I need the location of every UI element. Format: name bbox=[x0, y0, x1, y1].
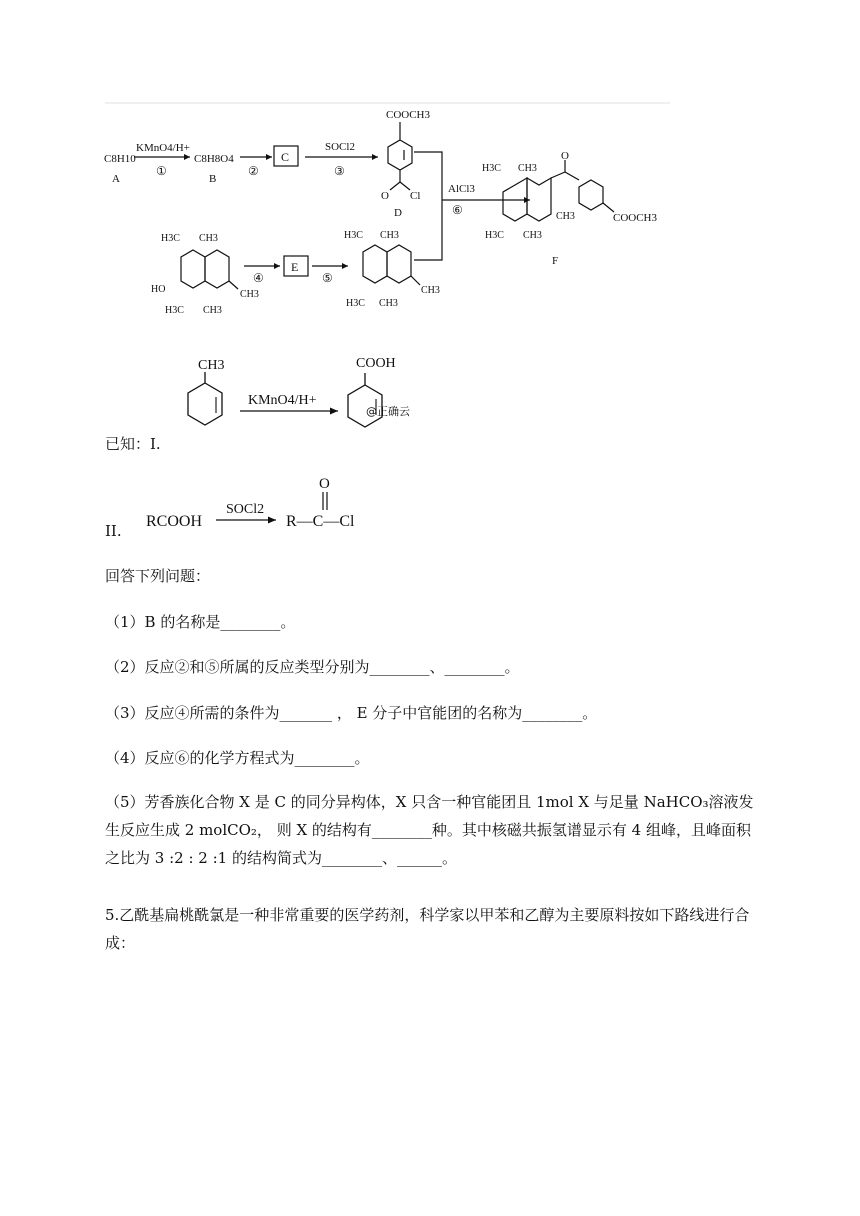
known-reaction-1 bbox=[170, 345, 430, 445]
product5-h3c-bottom: H3C bbox=[346, 298, 365, 309]
product5-ch3-ring: CH3 bbox=[421, 285, 440, 296]
compound-f-ch3-mid: CH3 bbox=[556, 211, 575, 222]
compound-b-formula: C8H8O4 bbox=[194, 153, 234, 165]
compound-d-label: D bbox=[394, 207, 402, 219]
step1-reagent: KMnO4/H+ bbox=[136, 142, 190, 154]
compound-c-box: C bbox=[281, 150, 290, 164]
known-reaction-2 bbox=[140, 470, 390, 540]
compound-f-ch3-top: CH3 bbox=[518, 163, 537, 174]
step6-number: ⑥ bbox=[452, 203, 463, 217]
product5-h3c-top: H3C bbox=[344, 230, 363, 241]
compound-b-label: B bbox=[209, 173, 217, 185]
compound-e-box: E bbox=[291, 260, 299, 274]
alcohol-ho: HO bbox=[151, 284, 166, 295]
known-socl2: SOCl2 bbox=[226, 502, 265, 517]
alcohol-structure bbox=[181, 250, 238, 289]
alcohol-h3c-bottom: H3C bbox=[165, 305, 184, 316]
compound-f-oxygen: O bbox=[561, 150, 569, 162]
known-part2-label: II. bbox=[105, 522, 122, 540]
step4-number: ④ bbox=[253, 271, 264, 285]
known-intro: 已知：I. bbox=[105, 435, 161, 453]
compound-f-label: F bbox=[552, 255, 559, 267]
step2-number: ② bbox=[248, 164, 259, 178]
compound-f-ch3-bottom: CH3 bbox=[523, 230, 542, 241]
question-3: （3）反应④所需的条件为_______ ， E 分子中官能团的名称为________。 bbox=[105, 704, 598, 722]
question-1: （1）B 的名称是________。 bbox=[105, 613, 296, 631]
compound-f-h3c-top: H3C bbox=[482, 163, 501, 174]
synthesis-scheme bbox=[0, 0, 860, 340]
alcohol-ch3-ring: CH3 bbox=[240, 289, 259, 300]
product5-ch3-top: CH3 bbox=[380, 230, 399, 241]
known-reactant-ch3: CH3 bbox=[198, 358, 225, 373]
known-acyl-chloride: R—C—Cl bbox=[286, 513, 355, 530]
watermark: @正确云 bbox=[366, 405, 410, 418]
alcohol-ch3-bottom: CH3 bbox=[203, 305, 222, 316]
compound-d-structure bbox=[388, 122, 412, 190]
alcohol-ch3-top: CH3 bbox=[199, 233, 218, 244]
alcohol-h3c-top: H3C bbox=[161, 233, 180, 244]
compound-a-label: A bbox=[112, 173, 120, 185]
compound-d-chlorine: Cl bbox=[410, 190, 421, 202]
known-product-cooh: COOH bbox=[356, 356, 396, 371]
questions-intro: 回答下列问题： bbox=[105, 567, 211, 585]
step6-reagent: AlCl3 bbox=[448, 183, 475, 195]
step5-number: ⑤ bbox=[322, 271, 333, 285]
question-5: （5）芳香族化合物 X 是 C 的同分异构体，X 只含一种官能团且 1mol X 与足量 NaHCO₃溶液发生反应生成 2 molCO₂， 则 X 的结构有________种。其中核磁共振氢谱显示有 4 组峰，且峰面积之比为 3 :2 : 2 :1 的结构简式为________、______。 bbox=[105, 793, 754, 867]
question-4: （4）反应⑥的化学方程式为________。 bbox=[105, 749, 370, 767]
known-rcooh: RCOOH bbox=[146, 513, 203, 530]
product5-ch3-bottom: CH3 bbox=[379, 298, 398, 309]
question-2: （2）反应②和⑤所属的反应类型分别为________、________。 bbox=[105, 658, 520, 676]
compound-f-h3c-bottom: H3C bbox=[485, 230, 504, 241]
compound-a-formula: C8H10 bbox=[104, 153, 136, 165]
compound-f-ester: COOCH3 bbox=[613, 212, 658, 224]
step3-number: ③ bbox=[334, 164, 345, 178]
alkene-product-structure bbox=[363, 245, 420, 285]
problem-5-text: 5.乙酰基扁桃酰氯是一种非常重要的医学药剂，科学家以甲苯和乙醇为主要原料按如下路线进行合成： bbox=[105, 906, 750, 952]
compound-d-oxygen: O bbox=[381, 190, 389, 202]
known-reagent-kmno4: KMnO4/H+ bbox=[248, 393, 317, 408]
step1-number: ① bbox=[156, 164, 167, 178]
known-acyl-oxygen: O bbox=[319, 476, 330, 492]
compound-d-ester: COOCH3 bbox=[386, 109, 431, 121]
step3-reagent: SOCl2 bbox=[325, 141, 355, 153]
